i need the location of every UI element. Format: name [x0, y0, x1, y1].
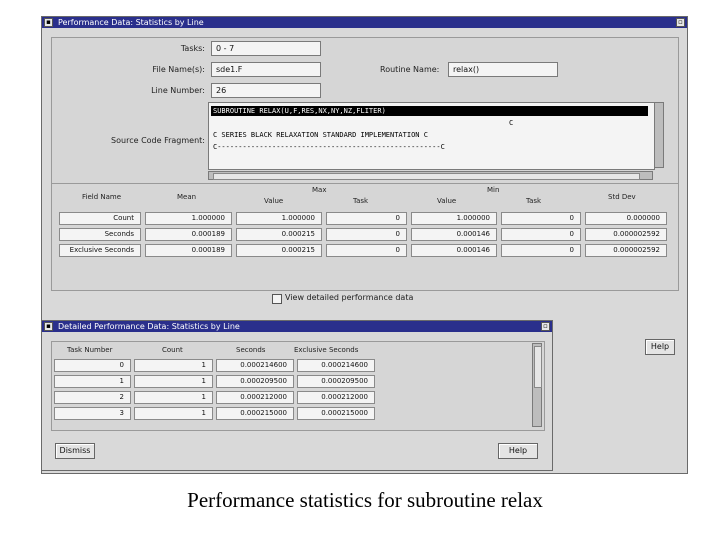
min-task-header: Task	[526, 197, 542, 205]
count-header: Count	[162, 346, 183, 354]
row-exclusive-seconds-max-task: 0	[326, 244, 407, 257]
line-number-field[interactable]: 26	[211, 83, 321, 98]
max-task-header: Task	[353, 197, 369, 205]
row-exclusive-seconds-min-task: 0	[501, 244, 581, 257]
detail-row-0-exclusive: 0.000214600	[297, 359, 375, 372]
mean-header: Mean	[177, 193, 197, 201]
row-seconds-std-dev: 0.000002592	[585, 228, 667, 241]
detail-row-1-count: 1	[134, 375, 213, 388]
row-seconds-max-value: 0.000215	[236, 228, 322, 241]
row-count-name: Count	[59, 212, 141, 225]
detail-row-3-count: 1	[134, 407, 213, 420]
view-detailed-data-checkbox[interactable]	[272, 294, 282, 304]
main-window-title: Performance Data: Statistics by Line	[58, 18, 204, 27]
file-names-field[interactable]: sde1.F	[211, 62, 321, 77]
line-number-label: Line Number:	[151, 86, 205, 95]
detail-window-title: Detailed Performance Data: Statistics by Line	[58, 322, 240, 331]
view-detailed-data-label: View detailed performance data	[285, 293, 414, 302]
detail-row-1-exclusive: 0.000209500	[297, 375, 375, 388]
row-count-std-dev: 0.000000	[585, 212, 667, 225]
detail-row-3-seconds: 0.000215000	[216, 407, 294, 420]
detail-scroll-thumb[interactable]	[534, 346, 542, 388]
detail-row-0-task: 0	[54, 359, 131, 372]
source-vertical-scrollbar[interactable]	[654, 102, 664, 168]
row-seconds-min-task: 0	[501, 228, 581, 241]
detail-row-2-seconds: 0.000212000	[216, 391, 294, 404]
detail-row-3-task: 3	[54, 407, 131, 420]
routine-name-label: Routine Name:	[380, 65, 440, 74]
min-header: Min	[487, 186, 500, 194]
detail-row-1-task: 1	[54, 375, 131, 388]
source-line-3: C SERIES BLACK RELAXATION STANDARD IMPLEMENTATION C	[213, 131, 428, 139]
slide-caption: Performance statistics for subroutine relax	[187, 488, 543, 512]
row-seconds-max-task: 0	[326, 228, 407, 241]
window-menu-icon[interactable]: ▪	[44, 18, 53, 27]
main-window-titlebar[interactable]	[42, 17, 687, 28]
source-line-1: SUBROUTINE RELAX(U,F,RES,NX,NY,NZ,FLITER)	[213, 107, 386, 115]
file-names-label: File Name(s):	[152, 65, 205, 74]
detail-row-2-exclusive: 0.000212000	[297, 391, 375, 404]
max-header: Max	[312, 186, 327, 194]
row-seconds-name: Seconds	[59, 228, 141, 241]
source-line-2: C	[509, 119, 514, 127]
row-seconds-mean: 0.000189	[145, 228, 232, 241]
exclusive-seconds-header: Exclusive Seconds	[294, 346, 359, 354]
row-count-min-task: 0	[501, 212, 581, 225]
row-seconds-min-value: 0.000146	[411, 228, 497, 241]
row-exclusive-seconds-std-dev: 0.000002592	[585, 244, 667, 257]
detail-window-menu-icon[interactable]: ▪	[44, 322, 53, 331]
min-value-header: Value	[437, 197, 457, 205]
detail-window-titlebar[interactable]	[42, 321, 552, 332]
row-exclusive-seconds-min-value: 0.000146	[411, 244, 497, 257]
tasks-label: Tasks:	[180, 44, 205, 53]
detail-row-0-count: 1	[134, 359, 213, 372]
detail-row-0-seconds: 0.000214600	[216, 359, 294, 372]
detail-window-maximize-icon[interactable]: ▫	[541, 322, 550, 331]
row-exclusive-seconds-name: Exclusive Seconds	[59, 244, 141, 257]
row-count-min-value: 1.000000	[411, 212, 497, 225]
source-line-4: C-----------------------------------------------------C	[213, 143, 445, 151]
task-number-header: Task Number	[67, 346, 113, 354]
tasks-field[interactable]: 0 - 7	[211, 41, 321, 56]
detail-window	[41, 320, 553, 471]
detail-row-1-seconds: 0.000209500	[216, 375, 294, 388]
row-count-mean: 1.000000	[145, 212, 232, 225]
dismiss-button[interactable]: Dismiss	[55, 443, 95, 459]
source-scroll-thumb[interactable]	[213, 173, 640, 180]
field-name-header: Field Name	[82, 193, 122, 201]
window-maximize-icon[interactable]: ▫	[676, 18, 685, 27]
routine-name-field[interactable]: relax()	[448, 62, 558, 77]
detail-row-2-task: 2	[54, 391, 131, 404]
row-exclusive-seconds-max-value: 0.000215	[236, 244, 322, 257]
detail-vertical-scrollbar[interactable]	[532, 343, 542, 427]
row-count-max-task: 0	[326, 212, 407, 225]
max-value-header: Value	[264, 197, 284, 205]
source-code-box[interactable]	[208, 102, 655, 170]
detail-help-button[interactable]: Help	[498, 443, 538, 459]
detail-row-3-exclusive: 0.000215000	[297, 407, 375, 420]
std-dev-header: Std Dev	[608, 193, 636, 201]
main-help-button[interactable]: Help	[645, 339, 675, 355]
source-horizontal-scrollbar[interactable]	[208, 171, 653, 180]
seconds-header: Seconds	[236, 346, 266, 354]
source-code-fragment-label: Source Code Fragment:	[111, 136, 205, 145]
detail-row-2-count: 1	[134, 391, 213, 404]
row-exclusive-seconds-mean: 0.000189	[145, 244, 232, 257]
row-count-max-value: 1.000000	[236, 212, 322, 225]
